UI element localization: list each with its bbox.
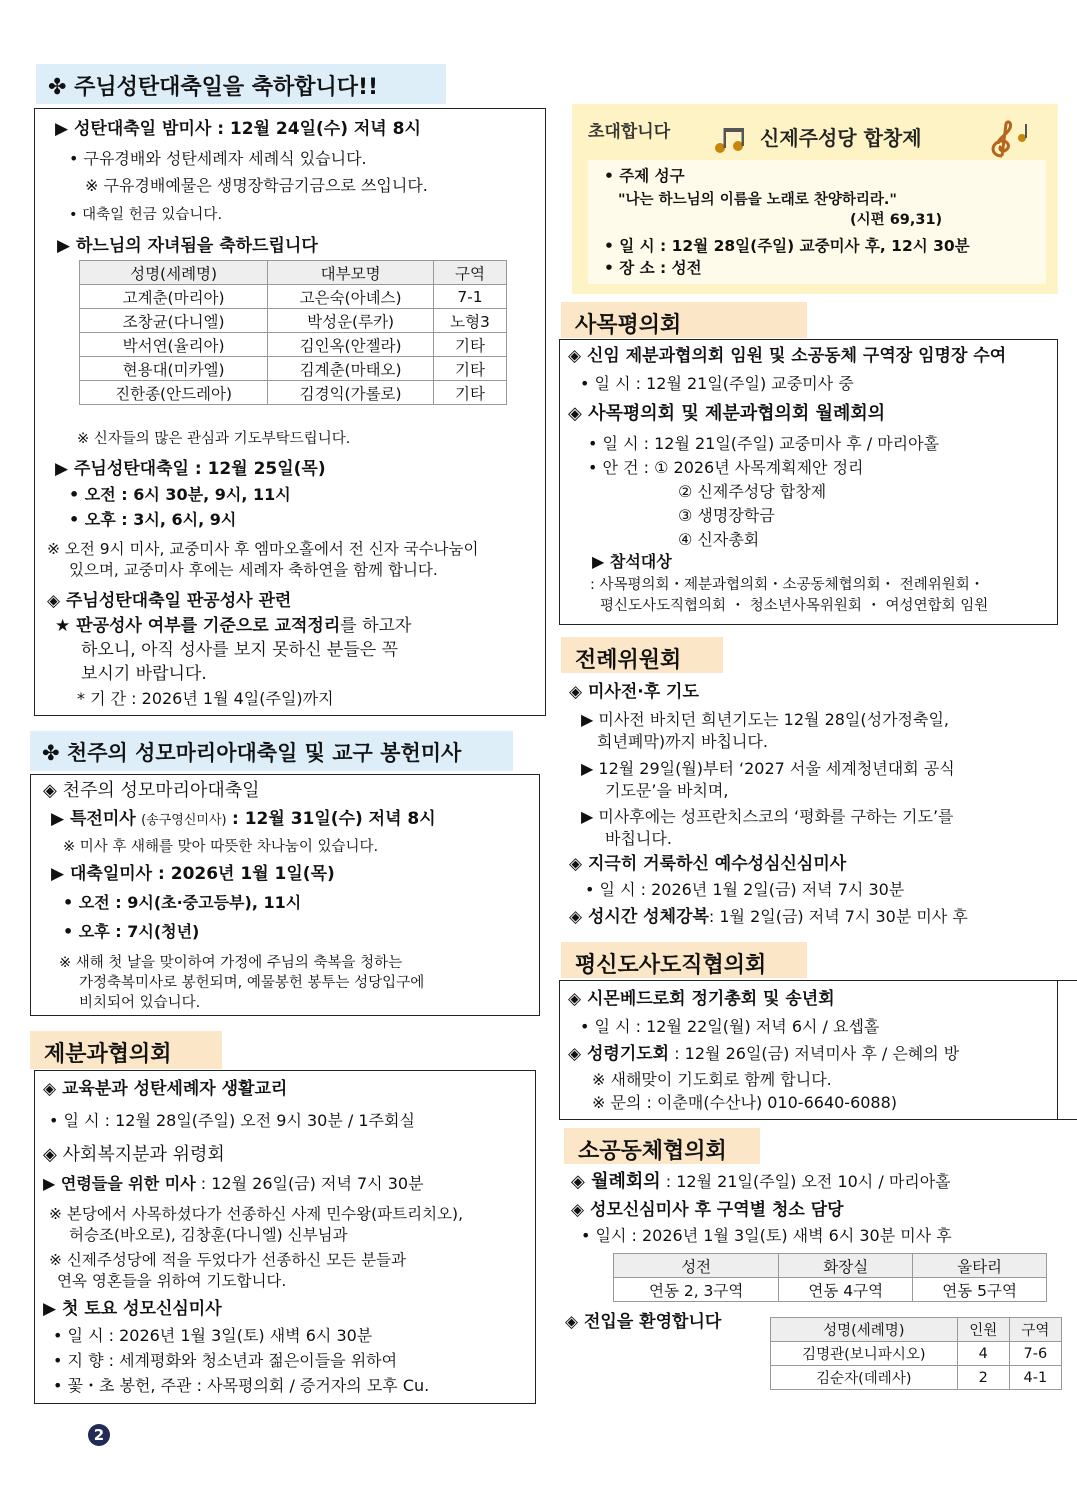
table-cell: 조창균(다니엘)	[80, 309, 268, 333]
laity-box-frame	[559, 980, 1058, 1120]
table-cell: 현용대(미카엘)	[80, 357, 268, 381]
christmas-line: 있으며, 교중미사 후에는 세례자 축하연을 함께 합니다.	[69, 561, 438, 579]
section-header-jebun: 제분과협의회	[30, 1031, 222, 1069]
jebun-line: • 꽃・초 봉헌, 주관 : 사목평의회 / 증거자의 모후 Cu.	[53, 1376, 430, 1395]
table-row	[80, 285, 507, 309]
liturgy-line: • 일 시 : 2026년 1월 2일(금) 저녁 7시 30분	[585, 880, 905, 899]
mary-line: 비치되어 있습니다.	[79, 995, 201, 1011]
table-header-row	[614, 1254, 1047, 1278]
table-header-cell: 성명(세례명)	[80, 261, 268, 285]
laity-line: ※ 새해맞이 기도회로 함께 합니다.	[592, 1070, 832, 1089]
christmas-line: 보시기 바랍니다.	[81, 664, 207, 684]
liturgy-line: 바칩니다.	[605, 829, 672, 848]
adoration-label: ◈ 성시간 성체강복	[569, 907, 709, 927]
mary-line: ▶ 대축일미사 : 2026년 1월 1일(목)	[51, 864, 335, 884]
jebun-line: 허승조(바오로), 김창훈(다니엘) 신부님과	[69, 1226, 348, 1244]
liturgy-line: ▶ 12월 29일(월)부터 ‘2027 서울 세계청년대회 공식	[581, 759, 955, 778]
table-cell: 박서연(율리아)	[80, 333, 268, 357]
adoration-time: : 1월 2일(금) 저녁 7시 30분 미사 후	[708, 907, 968, 926]
mary-line	[51, 809, 436, 831]
liturgy-heading: ◈ 지극히 거룩하신 예수성심신심미사	[569, 854, 847, 874]
invite-line: (시편 69,31)	[850, 212, 943, 228]
section-header-liturgy: 전례위원회	[561, 637, 723, 673]
table-cell: 기타	[434, 357, 507, 381]
christmas-line: • 오전 : 6시 30분, 9시, 11시	[69, 485, 291, 504]
laity-heading: ◈ 시몬베드로회 정기총회 및 송년회	[568, 989, 835, 1009]
table-cell: 2	[957, 1366, 1009, 1390]
table-cell: 노형3	[434, 309, 507, 333]
welcome-table	[770, 1317, 1062, 1390]
table-cell: 김순자(데레사)	[771, 1366, 958, 1390]
mary-line: • 오전 : 9시(초·중고등부), 11시	[63, 893, 302, 912]
samok-box	[559, 339, 1058, 625]
invite-line: • 일 시 : 12월 28일(주일) 교중미사 후, 12시 30분	[604, 237, 970, 255]
table-cell: 7-6	[1009, 1342, 1061, 1366]
table-cell: 김명관(보니파시오)	[771, 1342, 958, 1366]
jebun-heading: ◈ 사회복지분과 위령회	[43, 1144, 225, 1165]
table-row	[80, 381, 507, 405]
mary-line: • 오후 : 7시(청년)	[63, 922, 200, 941]
table-cell: 김계춘(마태오)	[268, 357, 434, 381]
table-row	[614, 1278, 1047, 1302]
prayer-group-label: ◈ 성령기도회	[568, 1044, 670, 1064]
samok-line: • 일 시 : 12월 21일(주일) 교중미사 후 / 마리아홀	[588, 434, 940, 453]
invite-line: • 장 소 : 성전	[604, 259, 702, 277]
community-line	[571, 1172, 951, 1192]
confession-heading: ◈ 주님성탄대축일 판공성사 관련	[47, 591, 292, 611]
table-header-cell: 성전	[614, 1254, 779, 1278]
christmas-line: * 기 간 : 2026년 1월 4일(주일)까지	[77, 689, 334, 708]
vigil-mass-label: ▶ 특전미사	[51, 809, 136, 829]
table-header-row	[80, 261, 507, 285]
section-header-community: 소공동체협의회	[564, 1128, 760, 1164]
monthly-meeting-time: : 12월 21일(주일) 오전 10시 / 마리아홀	[665, 1172, 951, 1191]
christmas-eve-mass: ▶ 성탄대축일 밤미사 : 12월 24일(수) 저녁 8시	[55, 119, 421, 139]
christmas-line	[55, 616, 411, 636]
jebun-line: 연옥 영혼들을 위하여 기도합니다.	[57, 1272, 287, 1290]
table-row	[80, 357, 507, 381]
table-cell: 7-1	[434, 285, 507, 309]
table-header-row	[771, 1318, 1062, 1342]
table-header-cell: 성명(세례명)	[771, 1318, 958, 1342]
christmas-box	[34, 108, 546, 716]
table-row	[80, 309, 507, 333]
table-row	[771, 1366, 1062, 1390]
welcome-heading: ◈ 전입을 환영합니다	[565, 1312, 722, 1332]
invite-line: • 주제 성구	[604, 167, 685, 185]
table-header-cell: 인원	[957, 1318, 1009, 1342]
section-header-samok: 사목평의회	[561, 302, 807, 338]
table-cell: 고은숙(아녜스)	[268, 285, 434, 309]
invite-title: 신제주성당 합창제	[760, 126, 922, 150]
invite-label: 초대합니다	[588, 122, 671, 142]
table-header-cell: 구역	[1009, 1318, 1061, 1342]
page-number: 2	[88, 1424, 110, 1446]
baptism-heading: ▶ 하느님의 자녀됨을 축하드립니다	[57, 236, 318, 256]
table-cell: 기타	[434, 333, 507, 357]
christmas-line: ※ 구유경배예물은 생명장학금기금으로 쓰입니다.	[85, 176, 428, 195]
prayer-group-time: : 12월 26일(금) 저녁미사 후 / 은혜의 방	[674, 1044, 960, 1063]
liturgy-line: ▶ 미사후에는 성프란치스코의 ‘평화를 구하는 기도’를	[581, 807, 954, 826]
mary-line: ※ 새해 첫 날을 맞이하여 가정에 주님의 축복을 청하는	[59, 955, 403, 971]
mary-line: ※ 미사 후 새해를 맞아 따뜻한 차나눔이 있습니다.	[63, 839, 379, 855]
jebun-heading: ▶ 첫 토요 성모신심미사	[43, 1299, 222, 1319]
table-cell: 기타	[434, 381, 507, 405]
christmas-line: 하오니, 아직 성사를 보지 못하신 분들은 꼭	[81, 640, 399, 660]
community-section	[559, 1166, 1069, 1416]
mary-box	[30, 774, 540, 1016]
table-cell: 김인옥(안젤라)	[268, 333, 434, 357]
christmas-line: • 대축일 헌금 있습니다.	[69, 207, 223, 223]
christmas-line: • 오후 : 3시, 6시, 9시	[69, 510, 237, 529]
samok-line: 평신도사도직협의회 ・ 청소년사목위원회 ・ 여성연합회 임원	[600, 598, 989, 614]
table-cell: 박성운(루카)	[268, 309, 434, 333]
vigil-mass-time: : 12월 31일(수) 저녁 8시	[232, 809, 436, 829]
table-cell: 고계춘(마리아)	[80, 285, 268, 309]
liturgy-line	[569, 907, 968, 927]
samok-line: ▶ 참석대상	[592, 552, 672, 571]
jebun-heading: ◈ 교육분과 성탄세례자 생활교리	[43, 1079, 288, 1099]
table-header-cell: 울타리	[913, 1254, 1047, 1278]
christmas-line: • 구유경배와 성탄세례자 세례식 있습니다.	[69, 149, 367, 168]
invite-line: "나는 하느님의 이름을 노래로 찬양하리라."	[618, 192, 897, 208]
samok-line: ② 신제주성당 합창제	[678, 482, 827, 501]
samok-line: • 안 건 : ① 2026년 사목계획제안 정리	[588, 458, 864, 477]
table-cell: 4-1	[1009, 1366, 1061, 1390]
liturgy-line: ▶ 미사전 바치던 희년기도는 12월 28일(성가정축일,	[581, 710, 949, 729]
community-line: • 일시 : 2026년 1월 3일(토) 새벽 6시 30분 미사 후	[581, 1226, 952, 1245]
jebun-line: • 지 향 : 세계평화와 청소년과 젊은이들을 위하여	[53, 1351, 398, 1370]
confession-rest: 를 하고자	[340, 616, 412, 636]
cleaning-table	[613, 1253, 1047, 1302]
baptism-table	[79, 260, 507, 405]
christmas-line: ※ 오전 9시 미사, 교중미사 후 엠마오홀에서 전 신자 국수나눔이	[47, 540, 479, 558]
table-cell: 김경익(가롤로)	[268, 381, 434, 405]
liturgy-heading: ◈ 미사전·후 기도	[569, 682, 699, 702]
invite-details	[588, 160, 1046, 284]
samok-line: ④ 신자총회	[678, 530, 760, 549]
choir-invite-card	[572, 104, 1058, 294]
memorial-mass-time: : 12월 26일(금) 저녁 7시 30분	[200, 1174, 424, 1193]
community-heading: ◈ 성모신심미사 후 구역별 청소 담당	[571, 1200, 844, 1220]
vigil-mass-sub: (송구영신미사)	[141, 813, 227, 828]
table-header-cell: 구역	[434, 261, 507, 285]
christmas-day-heading: ▶ 주님성탄대축일 : 12월 25일(목)	[55, 459, 326, 479]
mary-heading: ◈ 천주의 성모마리아대축일	[43, 780, 260, 801]
laity-line	[568, 1044, 959, 1064]
jebun-line: ※ 본당에서 사목하셨다가 선종하신 사제 민수왕(파트리치오),	[49, 1205, 463, 1223]
jebun-line: • 일 시 : 12월 28일(주일) 오전 9시 30분 / 1주회실	[49, 1111, 415, 1130]
liturgy-line: 기도문’을 바치며,	[605, 781, 729, 800]
table-cell: 연동 5구역	[913, 1278, 1047, 1302]
table-cell: 연동 2, 3구역	[614, 1278, 779, 1302]
liturgy-line: 희년폐막)까지 바칩니다.	[597, 732, 768, 751]
samok-heading: ◈ 신임 제분과협의회 임원 및 소공동체 구역장 임명장 수여	[568, 346, 1007, 366]
confession-emphasis: ★ 판공성사 여부를 기준으로 교적정리	[55, 616, 341, 636]
table-header-cell: 대부모명	[268, 261, 434, 285]
section-header-christmas: ✤ 주님성탄대축일을 축하합니다!!	[36, 64, 446, 104]
christmas-line: ※ 신자들의 많은 관심과 기도부탁드립니다.	[77, 431, 351, 447]
samok-line: ③ 생명장학금	[678, 506, 775, 525]
liturgy-section	[559, 676, 1058, 934]
table-header-cell: 화장실	[779, 1254, 913, 1278]
section-header-mary: ✤ 천주의 성모마리아대축일 및 교구 봉헌미사	[30, 731, 513, 771]
mary-line: 가정축복미사로 봉헌되며, 예물봉헌 봉투는 성당입구에	[79, 975, 425, 991]
treble-clef-icon	[984, 120, 1034, 160]
laity-line: • 일 시 : 12월 22일(월) 저녁 6시 / 요셉홀	[580, 1017, 880, 1036]
jebun-line: ※ 신제주성당에 적을 두었다가 선종하신 모든 분들과	[49, 1251, 406, 1269]
table-cell: 연동 4구역	[779, 1278, 913, 1302]
music-notes-icon	[710, 124, 752, 156]
samok-line: : 사목평의회・제분과협의회・소공동체협의회・ 전례위원회・	[590, 577, 985, 593]
jebun-line: • 일 시 : 2026년 1월 3일(토) 새벽 6시 30분	[53, 1326, 373, 1345]
table-row	[771, 1342, 1062, 1366]
table-cell: 진한종(안드레아)	[80, 381, 268, 405]
samok-heading: ◈ 사목평의회 및 제분과협의회 월례회의	[568, 403, 886, 424]
table-row	[80, 333, 507, 357]
section-header-laity: 평신도사도직협의회	[561, 942, 807, 978]
laity-line: ※ 문의 : 이춘매(수산나) 010-6640-6088)	[592, 1093, 898, 1112]
jebun-box	[34, 1070, 536, 1404]
table-cell: 4	[957, 1342, 1009, 1366]
jebun-line	[43, 1174, 424, 1194]
memorial-mass-label: ▶ 연령들을 위한 미사	[43, 1174, 196, 1193]
samok-line: • 일 시 : 12월 21일(주일) 교중미사 중	[580, 374, 854, 393]
monthly-meeting-label: ◈ 월례회의	[571, 1171, 661, 1192]
